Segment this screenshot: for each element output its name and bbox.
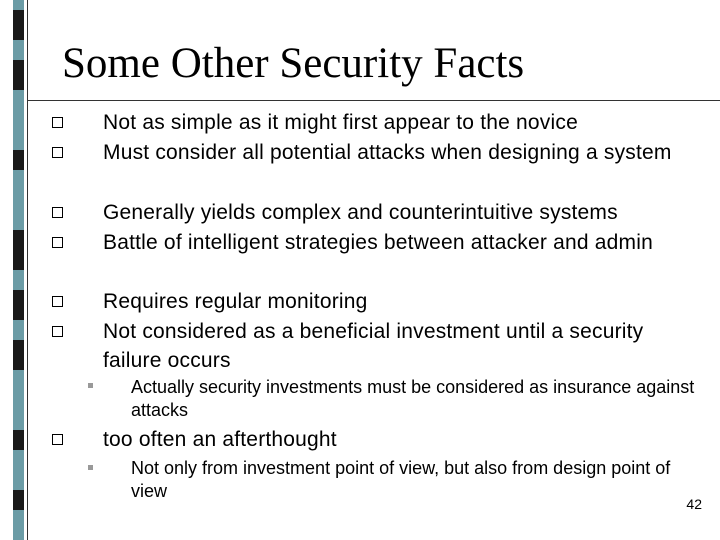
sub-bullet-marker [88,465,93,470]
bullet-text: too often an afterthought [103,428,337,451]
bullet-marker [52,147,63,158]
bullet-text: Not as simple as it might first appear to the novice [103,111,578,134]
sub-bullet-text: Actually security investments must be considered as insurance against attacks [131,377,695,420]
stripe [13,450,24,490]
stripe [13,170,24,230]
stripe [13,0,24,10]
sub-bullet-text: Not only from investment point of view, but also from design point of view [131,458,671,501]
bullet-marker [52,117,63,128]
stripe [13,60,24,90]
bullet-marker [52,434,63,445]
bullet-text: Battle of intelligent strategies between attacker and admin [103,231,653,254]
bullet-text: Not considered as a beneficial investment until a security failure occurs [103,320,644,372]
page-number: 42 [686,496,702,512]
sub-bullet-marker [88,383,93,388]
bullet-text: Generally yields complex and counterintuitive systems [103,201,618,224]
stripe [13,40,24,60]
stripe [13,430,24,450]
vertical-rule [27,0,28,540]
title-underline [27,100,720,101]
stripe [13,150,24,170]
stripe [13,90,24,150]
bullet-text: Must consider all potential attacks when designing a system [103,141,672,164]
stripe [13,230,24,270]
bullet-marker [52,326,63,337]
bullet-marker [52,237,63,248]
stripe [13,490,24,510]
bullet-marker [52,296,63,307]
stripe [13,340,24,370]
bullet-marker [52,207,63,218]
stripe [13,370,24,430]
stripe [13,270,24,290]
bullet-text: Requires regular monitoring [103,290,368,313]
slide-title: Some Other Security Facts [62,40,525,87]
decorative-left-bar [0,0,24,540]
stripe [13,10,24,40]
stripe [13,320,24,340]
stripe [13,510,24,540]
stripe [13,290,24,320]
